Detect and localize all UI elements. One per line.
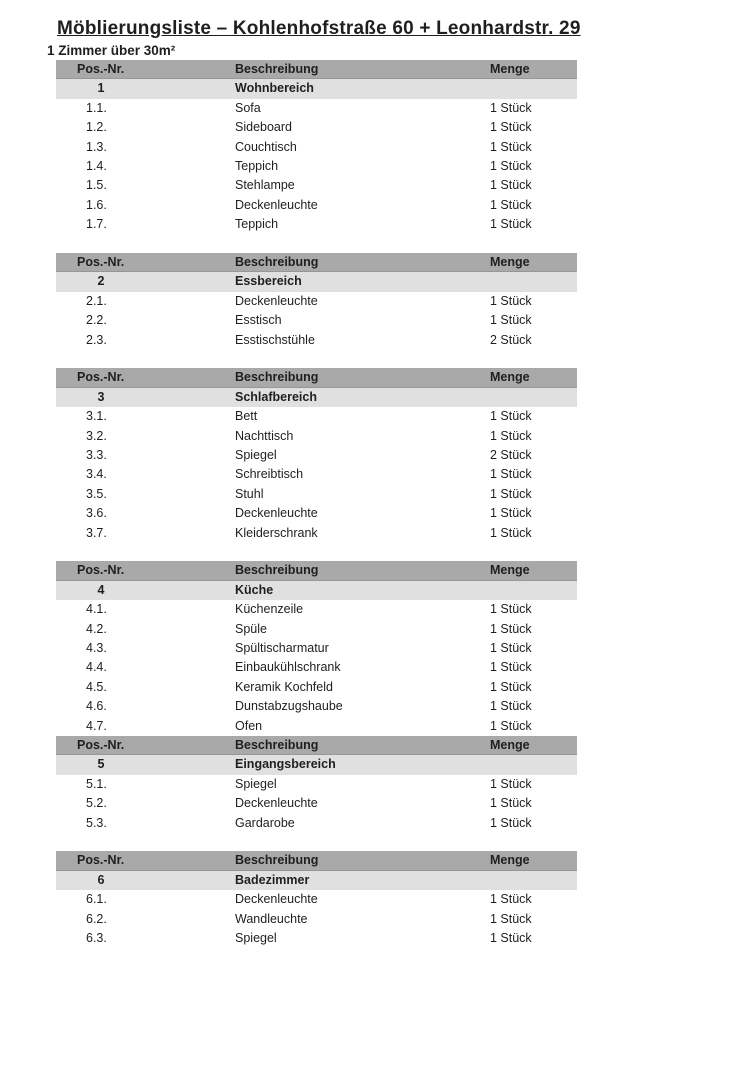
description-cell: Spüle bbox=[235, 621, 267, 636]
pos-cell: 6.3. bbox=[86, 931, 107, 946]
column-header-menge: Menge bbox=[490, 853, 530, 868]
description-cell: Deckenleuchte bbox=[235, 892, 318, 907]
description-cell: Wandleuchte bbox=[235, 911, 308, 926]
pos-cell: 6.2. bbox=[86, 911, 107, 926]
description-cell: Deckenleuchte bbox=[235, 197, 318, 212]
table-row bbox=[56, 620, 577, 639]
table-row bbox=[56, 157, 577, 176]
description-cell: Deckenleuchte bbox=[235, 796, 318, 811]
quantity-cell: 1 Stück bbox=[490, 197, 532, 212]
table-row bbox=[56, 465, 577, 484]
table-row bbox=[56, 929, 577, 948]
table-row bbox=[56, 311, 577, 330]
description-cell: Stehlampe bbox=[235, 178, 295, 193]
column-header-menge: Menge bbox=[490, 255, 530, 270]
pos-cell: 1.4. bbox=[86, 158, 107, 173]
section-number: 5 bbox=[97, 757, 105, 772]
column-header-beschreibung: Beschreibung bbox=[235, 62, 319, 76]
description-cell: Couchtisch bbox=[235, 139, 297, 154]
pos-cell: 3.3. bbox=[86, 448, 107, 463]
section-name: Schlafbereich bbox=[235, 389, 317, 404]
table-row bbox=[56, 504, 577, 523]
section-title-row bbox=[56, 272, 577, 291]
quantity-cell: 1 Stück bbox=[490, 621, 532, 636]
quantity-cell: 1 Stück bbox=[490, 660, 532, 675]
quantity-cell: 1 Stück bbox=[490, 409, 532, 424]
table-row bbox=[56, 775, 577, 794]
description-cell: Esstisch bbox=[235, 313, 282, 328]
table-header-row bbox=[56, 851, 577, 870]
pos-cell: 3.7. bbox=[86, 525, 107, 540]
quantity-cell: 2 Stück bbox=[490, 332, 532, 347]
section-quantity-empty bbox=[489, 388, 577, 407]
section-number: 3 bbox=[97, 389, 105, 404]
quantity-cell: 1 Stück bbox=[490, 139, 532, 154]
section-quantity-empty bbox=[489, 272, 577, 291]
column-header-posnr: Pos.-Nr. bbox=[77, 853, 125, 868]
description-cell: Dunstabzugshaube bbox=[235, 699, 343, 714]
section-title-row bbox=[56, 581, 577, 600]
table-row bbox=[56, 118, 577, 137]
description-cell: Spiegel bbox=[235, 776, 277, 791]
quantity-cell: 1 Stück bbox=[490, 506, 532, 521]
table-header-row bbox=[56, 368, 577, 387]
description-cell: Teppich bbox=[235, 217, 279, 232]
column-header-posnr: Pos.-Nr. bbox=[77, 62, 125, 76]
table-header-row bbox=[56, 561, 577, 580]
description-cell: Küchenzeile bbox=[235, 602, 304, 617]
pos-cell: 2.3. bbox=[86, 332, 107, 347]
description-cell: Bett bbox=[235, 409, 258, 424]
table-row bbox=[56, 485, 577, 504]
quantity-cell: 1 Stück bbox=[490, 120, 532, 135]
column-header-posnr: Pos.-Nr. bbox=[77, 738, 125, 752]
pos-cell: 1.6. bbox=[86, 197, 107, 212]
description-cell: Einbaukühlschrank bbox=[235, 660, 341, 675]
column-header-menge: Menge bbox=[490, 370, 530, 385]
section-title-row bbox=[56, 79, 577, 98]
column-header-posnr: Pos.-Nr. bbox=[77, 370, 125, 385]
table-row bbox=[56, 910, 577, 929]
pos-cell: 4.3. bbox=[86, 641, 107, 656]
pos-cell: 3.2. bbox=[86, 428, 107, 443]
section-table-wohnbereich bbox=[56, 60, 577, 235]
quantity-cell: 1 Stück bbox=[490, 679, 532, 694]
pos-cell: 3.5. bbox=[86, 486, 107, 501]
table-row bbox=[56, 176, 577, 195]
quantity-cell: 1 Stück bbox=[490, 486, 532, 501]
description-cell: Kleiderschrank bbox=[235, 525, 318, 540]
table-header-row bbox=[56, 60, 577, 79]
description-cell: Sideboard bbox=[235, 120, 292, 135]
column-header-posnr: Pos.-Nr. bbox=[77, 563, 125, 578]
quantity-cell: 1 Stück bbox=[490, 525, 532, 540]
pos-cell: 6.1. bbox=[86, 892, 107, 907]
column-header-menge: Menge bbox=[490, 62, 530, 76]
section-number: 2 bbox=[97, 274, 105, 289]
pos-cell: 4.2. bbox=[86, 621, 107, 636]
furniture-tables bbox=[56, 60, 577, 948]
section-quantity-empty bbox=[489, 755, 577, 774]
description-cell: Schreibtisch bbox=[235, 467, 304, 482]
section-number: 1 bbox=[97, 81, 105, 96]
section-table-küche bbox=[56, 561, 577, 736]
table-row bbox=[56, 446, 577, 465]
quantity-cell: 1 Stück bbox=[490, 178, 532, 193]
table-row bbox=[56, 697, 577, 716]
table-row bbox=[56, 524, 577, 543]
table-row bbox=[56, 717, 577, 736]
table-row bbox=[56, 292, 577, 311]
section-name: Essbereich bbox=[235, 274, 302, 289]
quantity-cell: 1 Stück bbox=[490, 931, 532, 946]
table-row bbox=[56, 331, 577, 350]
column-header-beschreibung: Beschreibung bbox=[235, 255, 319, 270]
section-table-eingangsbereich bbox=[56, 736, 577, 833]
table-row bbox=[56, 138, 577, 157]
column-header-beschreibung: Beschreibung bbox=[235, 853, 319, 868]
table-row bbox=[56, 196, 577, 215]
pos-cell: 4.6. bbox=[86, 699, 107, 714]
quantity-cell: 1 Stück bbox=[490, 892, 532, 907]
pos-cell: 1.2. bbox=[86, 120, 107, 135]
description-cell: Esstischstühle bbox=[235, 332, 315, 347]
section-name: Eingangsbereich bbox=[235, 757, 336, 772]
pos-cell: 1.7. bbox=[86, 217, 107, 232]
column-header-beschreibung: Beschreibung bbox=[235, 563, 319, 578]
section-table-essbereich bbox=[56, 253, 577, 350]
pos-cell: 5.3. bbox=[86, 815, 107, 830]
table-row bbox=[56, 658, 577, 677]
section-number: 6 bbox=[97, 872, 105, 887]
pos-cell: 1.3. bbox=[86, 139, 107, 154]
description-cell: Spültischarmatur bbox=[235, 641, 329, 656]
quantity-cell: 1 Stück bbox=[490, 718, 532, 733]
quantity-cell: 1 Stück bbox=[490, 602, 532, 617]
table-row bbox=[56, 427, 577, 446]
table-row bbox=[56, 99, 577, 118]
description-cell: Ofen bbox=[235, 718, 263, 733]
section-name: Wohnbereich bbox=[235, 81, 314, 96]
pos-cell: 4.5. bbox=[86, 679, 107, 694]
description-cell: Spiegel bbox=[235, 448, 277, 463]
pos-cell: 2.1. bbox=[86, 293, 107, 308]
quantity-cell: 1 Stück bbox=[490, 293, 532, 308]
table-row bbox=[56, 215, 577, 234]
description-cell: Gardarobe bbox=[235, 815, 295, 830]
pos-cell: 5.1. bbox=[86, 776, 107, 791]
section-number: 4 bbox=[97, 582, 105, 597]
pos-cell: 1.5. bbox=[86, 178, 107, 193]
section-name: Badezimmer bbox=[235, 872, 310, 887]
description-cell: Spiegel bbox=[235, 931, 277, 946]
section-title-row bbox=[56, 755, 577, 774]
table-header-row bbox=[56, 736, 577, 755]
quantity-cell: 1 Stück bbox=[490, 641, 532, 656]
table-header-row bbox=[56, 253, 577, 272]
pos-cell: 3.4. bbox=[86, 467, 107, 482]
section-quantity-empty bbox=[489, 871, 577, 890]
pos-cell: 3.1. bbox=[86, 409, 107, 424]
pos-cell: 1.1. bbox=[86, 100, 107, 115]
pos-cell: 2.2. bbox=[86, 313, 107, 328]
table-row bbox=[56, 600, 577, 619]
quantity-cell: 1 Stück bbox=[490, 699, 532, 714]
description-cell: Teppich bbox=[235, 158, 279, 173]
table-row bbox=[56, 678, 577, 697]
quantity-cell: 1 Stück bbox=[490, 815, 532, 830]
pos-cell: 3.6. bbox=[86, 506, 107, 521]
quantity-cell: 2 Stück bbox=[490, 448, 532, 463]
column-header-menge: Menge bbox=[490, 563, 530, 578]
table-row bbox=[56, 814, 577, 833]
column-header-posnr: Pos.-Nr. bbox=[77, 255, 125, 270]
quantity-cell: 1 Stück bbox=[490, 100, 532, 115]
table-row bbox=[56, 890, 577, 909]
description-cell: Stuhl bbox=[235, 486, 264, 501]
pos-cell: 5.2. bbox=[86, 796, 107, 811]
description-cell: Deckenleuchte bbox=[235, 506, 318, 521]
page-subtitle: 1 Zimmer über 30m² bbox=[47, 43, 176, 58]
table-row bbox=[56, 639, 577, 658]
quantity-cell: 1 Stück bbox=[490, 428, 532, 443]
quantity-cell: 1 Stück bbox=[490, 796, 532, 811]
pos-cell: 4.1. bbox=[86, 602, 107, 617]
column-header-menge: Menge bbox=[490, 738, 530, 752]
section-title-row bbox=[56, 871, 577, 890]
quantity-cell: 1 Stück bbox=[490, 911, 532, 926]
column-header-beschreibung: Beschreibung bbox=[235, 738, 319, 752]
quantity-cell: 1 Stück bbox=[490, 158, 532, 173]
section-table-badezimmer bbox=[56, 851, 577, 948]
section-quantity-empty bbox=[489, 79, 577, 98]
pos-cell: 4.4. bbox=[86, 660, 107, 675]
column-header-beschreibung: Beschreibung bbox=[235, 370, 319, 385]
description-cell: Sofa bbox=[235, 100, 261, 115]
section-name: Küche bbox=[235, 582, 274, 597]
section-quantity-empty bbox=[489, 581, 577, 600]
description-cell: Keramik Kochfeld bbox=[235, 679, 333, 694]
table-row bbox=[56, 794, 577, 813]
description-cell: Deckenleuchte bbox=[235, 293, 318, 308]
quantity-cell: 1 Stück bbox=[490, 217, 532, 232]
quantity-cell: 1 Stück bbox=[490, 467, 532, 482]
pos-cell: 4.7. bbox=[86, 718, 107, 733]
quantity-cell: 1 Stück bbox=[490, 776, 532, 791]
description-cell: Nachttisch bbox=[235, 428, 294, 443]
section-title-row bbox=[56, 388, 577, 407]
section-table-schlafbereich bbox=[56, 368, 577, 543]
quantity-cell: 1 Stück bbox=[490, 313, 532, 328]
page-title: Möblierungsliste – Kohlenhofstraße 60 + Leonhardstr. 29 bbox=[57, 18, 581, 39]
table-row bbox=[56, 407, 577, 426]
